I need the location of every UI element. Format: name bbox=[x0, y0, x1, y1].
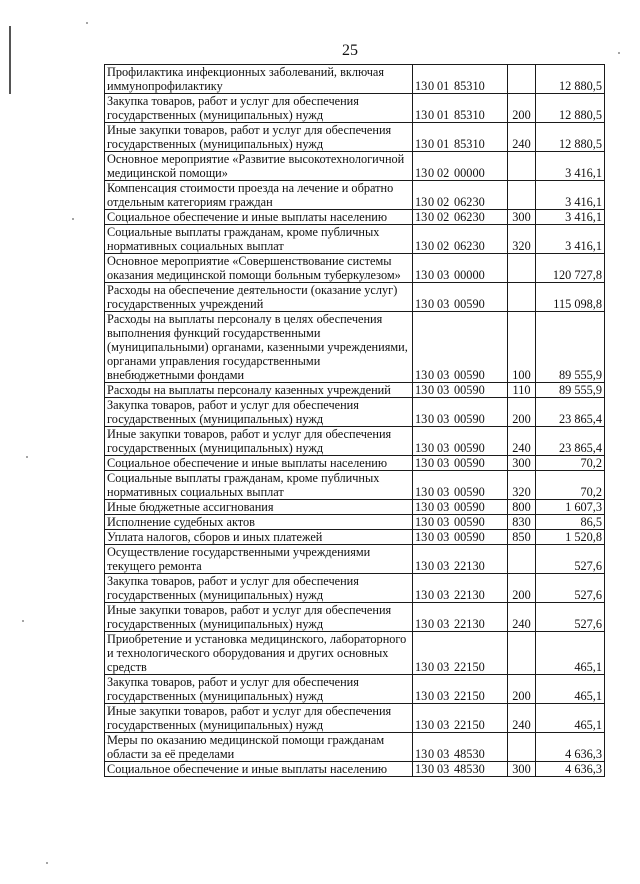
target-code-cell bbox=[413, 65, 508, 94]
expense-type-cell: 200 bbox=[508, 94, 536, 123]
table-row bbox=[105, 427, 605, 456]
target-code-cell bbox=[413, 123, 508, 152]
amount-cell: 527,6 bbox=[536, 574, 605, 603]
table-row bbox=[105, 181, 605, 210]
target-code-cell bbox=[413, 762, 508, 777]
target-code-cell bbox=[413, 283, 508, 312]
expense-name-cell: Закупка товаров, работ и услуг для обеспечения государственных (муниципальных) нужд bbox=[105, 675, 413, 704]
code-part: 02 bbox=[437, 195, 450, 209]
code-part: 13 bbox=[415, 108, 428, 122]
code-part: 0 bbox=[428, 79, 435, 93]
expense-name-cell: Социальные выплаты гражданам, кроме публичных нормативных социальных выплат bbox=[105, 225, 413, 254]
expense-name-cell: Расходы на выплаты персоналу казенных учреждений bbox=[105, 383, 413, 398]
code-part: 0 bbox=[428, 559, 435, 573]
target-code-cell bbox=[413, 427, 508, 456]
amount-cell: 3 416,1 bbox=[536, 152, 605, 181]
code-part: 85310 bbox=[454, 108, 485, 122]
target-code-cell bbox=[413, 704, 508, 733]
target-code-cell bbox=[413, 225, 508, 254]
code-part: 03 bbox=[437, 268, 450, 282]
target-code-cell bbox=[413, 398, 508, 427]
expense-type-cell: 240 bbox=[508, 704, 536, 733]
code-part: 03 bbox=[437, 689, 450, 703]
target-code-cell bbox=[413, 545, 508, 574]
expense-type-cell bbox=[508, 181, 536, 210]
expense-type-cell: 240 bbox=[508, 603, 536, 632]
expense-type-cell: 300 bbox=[508, 762, 536, 777]
expense-name-cell: Иные бюджетные ассигнования bbox=[105, 500, 413, 515]
expense-name-cell: Социальное обеспечение и иные выплаты населению bbox=[105, 456, 413, 471]
table-row bbox=[105, 704, 605, 733]
code-part: 13 bbox=[415, 383, 428, 397]
code-part: 03 bbox=[437, 368, 450, 382]
amount-cell: 465,1 bbox=[536, 675, 605, 704]
expense-type-cell bbox=[508, 152, 536, 181]
code-part: 0 bbox=[428, 485, 435, 499]
amount-cell: 527,6 bbox=[536, 545, 605, 574]
expense-name-cell: Основное мероприятие «Совершенствование системы оказания медицинской помощи больным туберкулезом» bbox=[105, 254, 413, 283]
expense-type-cell: 320 bbox=[508, 471, 536, 500]
code-part: 13 bbox=[415, 210, 428, 224]
code-part: 00590 bbox=[454, 297, 485, 311]
amount-cell: 12 880,5 bbox=[536, 94, 605, 123]
code-part: 13 bbox=[415, 166, 428, 180]
code-part: 03 bbox=[437, 383, 450, 397]
table-row bbox=[105, 123, 605, 152]
code-part: 01 bbox=[437, 108, 450, 122]
scan-speck bbox=[46, 862, 48, 864]
expense-type-cell: 110 bbox=[508, 383, 536, 398]
code-part: 13 bbox=[415, 762, 428, 776]
code-part: 03 bbox=[437, 500, 450, 514]
table-row bbox=[105, 500, 605, 515]
code-part: 03 bbox=[437, 762, 450, 776]
expense-name-cell: Уплата налогов, сборов и иных платежей bbox=[105, 530, 413, 545]
expense-type-cell: 300 bbox=[508, 456, 536, 471]
code-part: 13 bbox=[415, 485, 428, 499]
code-part: 06230 bbox=[454, 239, 485, 253]
amount-cell: 23 865,4 bbox=[536, 398, 605, 427]
code-part: 13 bbox=[415, 515, 428, 529]
code-part: 00590 bbox=[454, 456, 485, 470]
amount-cell: 3 416,1 bbox=[536, 181, 605, 210]
code-part: 13 bbox=[415, 297, 428, 311]
table-row bbox=[105, 225, 605, 254]
code-part: 0 bbox=[428, 617, 435, 631]
code-part: 0 bbox=[428, 762, 435, 776]
code-part: 00590 bbox=[454, 383, 485, 397]
expense-name-cell: Расходы на обеспечение деятельности (оказание услуг) государственных учреждений bbox=[105, 283, 413, 312]
scan-speck bbox=[86, 22, 88, 24]
amount-cell: 3 416,1 bbox=[536, 210, 605, 225]
expense-name-cell: Иные закупки товаров, работ и услуг для обеспечения государственных (муниципальных) нужд bbox=[105, 427, 413, 456]
code-part: 48530 bbox=[454, 762, 485, 776]
scan-speck bbox=[26, 456, 28, 458]
code-part: 13 bbox=[415, 368, 428, 382]
target-code-cell bbox=[413, 500, 508, 515]
code-part: 0 bbox=[428, 441, 435, 455]
code-part: 00000 bbox=[454, 268, 485, 282]
target-code-cell bbox=[413, 152, 508, 181]
code-part: 0 bbox=[428, 368, 435, 382]
table-row bbox=[105, 675, 605, 704]
code-part: 0 bbox=[428, 660, 435, 674]
code-part: 13 bbox=[415, 137, 428, 151]
budget-table-body bbox=[105, 65, 605, 777]
code-part: 02 bbox=[437, 239, 450, 253]
amount-cell: 70,2 bbox=[536, 456, 605, 471]
code-part: 22130 bbox=[454, 617, 485, 631]
code-part: 03 bbox=[437, 515, 450, 529]
amount-cell: 70,2 bbox=[536, 471, 605, 500]
code-part: 0 bbox=[428, 239, 435, 253]
table-row bbox=[105, 515, 605, 530]
table-row bbox=[105, 530, 605, 545]
scan-margin-line bbox=[9, 26, 11, 94]
amount-cell: 89 555,9 bbox=[536, 383, 605, 398]
amount-cell: 1 607,3 bbox=[536, 500, 605, 515]
code-part: 13 bbox=[415, 239, 428, 253]
target-code-cell bbox=[413, 181, 508, 210]
code-part: 13 bbox=[415, 79, 428, 93]
expense-name-cell: Социальные выплаты гражданам, кроме публичных нормативных социальных выплат bbox=[105, 471, 413, 500]
target-code-cell bbox=[413, 210, 508, 225]
code-part: 06230 bbox=[454, 195, 485, 209]
code-part: 13 bbox=[415, 718, 428, 732]
table-row bbox=[105, 574, 605, 603]
code-part: 01 bbox=[437, 79, 450, 93]
code-part: 03 bbox=[437, 441, 450, 455]
expense-name-cell: Закупка товаров, работ и услуг для обеспечения государственных (муниципальных) нужд bbox=[105, 574, 413, 603]
code-part: 00590 bbox=[454, 368, 485, 382]
code-part: 13 bbox=[415, 441, 428, 455]
code-part: 13 bbox=[415, 588, 428, 602]
expense-name-cell: Закупка товаров, работ и услуг для обеспечения государственных (муниципальных) нужд bbox=[105, 398, 413, 427]
code-part: 0 bbox=[428, 515, 435, 529]
amount-cell: 465,1 bbox=[536, 704, 605, 733]
target-code-cell bbox=[413, 675, 508, 704]
target-code-cell bbox=[413, 471, 508, 500]
code-part: 0 bbox=[428, 268, 435, 282]
page-number: 25 bbox=[342, 42, 358, 59]
code-part: 13 bbox=[415, 412, 428, 426]
expense-name-cell: Профилактика инфекционных заболеваний, включая иммунопрофилактику bbox=[105, 65, 413, 94]
code-part: 0 bbox=[428, 530, 435, 544]
expense-type-cell: 200 bbox=[508, 398, 536, 427]
expense-name-cell: Социальное обеспечение и иные выплаты населению bbox=[105, 210, 413, 225]
code-part: 13 bbox=[415, 268, 428, 282]
code-part: 85310 bbox=[454, 137, 485, 151]
budget-table bbox=[104, 64, 605, 777]
expense-name-cell: Иные закупки товаров, работ и услуг для обеспечения государственных (муниципальных) нужд bbox=[105, 603, 413, 632]
expense-name-cell: Исполнение судебных актов bbox=[105, 515, 413, 530]
code-part: 03 bbox=[437, 617, 450, 631]
table-row bbox=[105, 762, 605, 777]
code-part: 03 bbox=[437, 747, 450, 761]
amount-cell: 86,5 bbox=[536, 515, 605, 530]
code-part: 22150 bbox=[454, 660, 485, 674]
expense-name-cell: Осуществление государственными учреждениями текущего ремонта bbox=[105, 545, 413, 574]
expense-type-cell bbox=[508, 283, 536, 312]
expense-type-cell: 830 bbox=[508, 515, 536, 530]
code-part: 0 bbox=[428, 747, 435, 761]
code-part: 0 bbox=[428, 718, 435, 732]
table-row bbox=[105, 456, 605, 471]
expense-type-cell: 200 bbox=[508, 675, 536, 704]
expense-type-cell bbox=[508, 632, 536, 675]
code-part: 13 bbox=[415, 456, 428, 470]
expense-name-cell: Основное мероприятие «Развитие высокотехнологичной медицинской помощи» bbox=[105, 152, 413, 181]
code-part: 03 bbox=[437, 718, 450, 732]
table-row bbox=[105, 65, 605, 94]
expense-type-cell: 240 bbox=[508, 123, 536, 152]
code-part: 0 bbox=[428, 137, 435, 151]
code-part: 13 bbox=[415, 530, 428, 544]
amount-cell: 4 636,3 bbox=[536, 762, 605, 777]
code-part: 00590 bbox=[454, 515, 485, 529]
code-part: 03 bbox=[437, 660, 450, 674]
target-code-cell bbox=[413, 94, 508, 123]
code-part: 13 bbox=[415, 500, 428, 514]
expense-type-cell bbox=[508, 254, 536, 283]
code-part: 0 bbox=[428, 195, 435, 209]
code-part: 00000 bbox=[454, 166, 485, 180]
code-part: 00590 bbox=[454, 530, 485, 544]
expense-type-cell: 850 bbox=[508, 530, 536, 545]
expense-type-cell bbox=[508, 545, 536, 574]
code-part: 13 bbox=[415, 660, 428, 674]
expense-type-cell bbox=[508, 733, 536, 762]
code-part: 13 bbox=[415, 747, 428, 761]
code-part: 0 bbox=[428, 412, 435, 426]
amount-cell: 1 520,8 bbox=[536, 530, 605, 545]
expense-name-cell: Иные закупки товаров, работ и услуг для обеспечения государственных (муниципальных) нужд bbox=[105, 704, 413, 733]
code-part: 03 bbox=[437, 485, 450, 499]
code-part: 22130 bbox=[454, 588, 485, 602]
table-row bbox=[105, 283, 605, 312]
code-part: 0 bbox=[428, 689, 435, 703]
code-part: 13 bbox=[415, 195, 428, 209]
target-code-cell bbox=[413, 456, 508, 471]
code-part: 01 bbox=[437, 137, 450, 151]
code-part: 0 bbox=[428, 210, 435, 224]
table-row bbox=[105, 312, 605, 383]
expense-name-cell: Компенсация стоимости проезда на лечение и обратно отдельным категориям граждан bbox=[105, 181, 413, 210]
code-part: 03 bbox=[437, 297, 450, 311]
target-code-cell bbox=[413, 312, 508, 383]
table-row bbox=[105, 632, 605, 675]
target-code-cell bbox=[413, 254, 508, 283]
expense-type-cell: 320 bbox=[508, 225, 536, 254]
code-part: 02 bbox=[437, 210, 450, 224]
expense-name-cell: Расходы на выплаты персоналу в целях обеспечения выполнения функций государственными (муниципальными) органами, казенными учреждениями, органами управления государственными внебюджетными фондами bbox=[105, 312, 413, 383]
target-code-cell bbox=[413, 383, 508, 398]
scan-speck bbox=[72, 218, 74, 220]
code-part: 0 bbox=[428, 297, 435, 311]
code-part: 22150 bbox=[454, 689, 485, 703]
table-row bbox=[105, 383, 605, 398]
code-part: 02 bbox=[437, 166, 450, 180]
code-part: 0 bbox=[428, 456, 435, 470]
expense-type-cell: 800 bbox=[508, 500, 536, 515]
target-code-cell bbox=[413, 530, 508, 545]
amount-cell: 89 555,9 bbox=[536, 312, 605, 383]
amount-cell: 115 098,8 bbox=[536, 283, 605, 312]
target-code-cell bbox=[413, 632, 508, 675]
code-part: 03 bbox=[437, 559, 450, 573]
code-part: 0 bbox=[428, 383, 435, 397]
amount-cell: 465,1 bbox=[536, 632, 605, 675]
expense-name-cell: Иные закупки товаров, работ и услуг для обеспечения государственных (муниципальных) нужд bbox=[105, 123, 413, 152]
amount-cell: 23 865,4 bbox=[536, 427, 605, 456]
table-row bbox=[105, 398, 605, 427]
code-part: 48530 bbox=[454, 747, 485, 761]
expense-name-cell: Меры по оказанию медицинской помощи гражданам области за её пределами bbox=[105, 733, 413, 762]
expense-type-cell: 240 bbox=[508, 427, 536, 456]
code-part: 0 bbox=[428, 108, 435, 122]
code-part: 03 bbox=[437, 530, 450, 544]
code-part: 00590 bbox=[454, 412, 485, 426]
code-part: 03 bbox=[437, 412, 450, 426]
code-part: 13 bbox=[415, 617, 428, 631]
expense-type-cell: 200 bbox=[508, 574, 536, 603]
target-code-cell bbox=[413, 515, 508, 530]
table-row bbox=[105, 733, 605, 762]
target-code-cell bbox=[413, 733, 508, 762]
amount-cell: 12 880,5 bbox=[536, 65, 605, 94]
amount-cell: 527,6 bbox=[536, 603, 605, 632]
expense-type-cell: 100 bbox=[508, 312, 536, 383]
code-part: 06230 bbox=[454, 210, 485, 224]
code-part: 0 bbox=[428, 500, 435, 514]
target-code-cell bbox=[413, 603, 508, 632]
scan-speck bbox=[22, 620, 24, 622]
code-part: 00590 bbox=[454, 441, 485, 455]
code-part: 03 bbox=[437, 588, 450, 602]
table-row bbox=[105, 471, 605, 500]
expense-name-cell: Социальное обеспечение и иные выплаты населению bbox=[105, 762, 413, 777]
code-part: 22150 bbox=[454, 718, 485, 732]
code-part: 00590 bbox=[454, 485, 485, 499]
code-part: 03 bbox=[437, 456, 450, 470]
amount-cell: 3 416,1 bbox=[536, 225, 605, 254]
code-part: 13 bbox=[415, 559, 428, 573]
table-row bbox=[105, 545, 605, 574]
code-part: 22130 bbox=[454, 559, 485, 573]
code-part: 0 bbox=[428, 166, 435, 180]
expense-type-cell bbox=[508, 65, 536, 94]
expense-name-cell: Приобретение и установка медицинского, лабораторного и технологического оборудования и других основных средств bbox=[105, 632, 413, 675]
amount-cell: 4 636,3 bbox=[536, 733, 605, 762]
expense-type-cell: 300 bbox=[508, 210, 536, 225]
code-part: 13 bbox=[415, 689, 428, 703]
expense-name-cell: Закупка товаров, работ и услуг для обеспечения государственных (муниципальных) нужд bbox=[105, 94, 413, 123]
table-row bbox=[105, 254, 605, 283]
table-row bbox=[105, 210, 605, 225]
code-part: 85310 bbox=[454, 79, 485, 93]
table-row bbox=[105, 603, 605, 632]
code-part: 0 bbox=[428, 588, 435, 602]
amount-cell: 120 727,8 bbox=[536, 254, 605, 283]
table-row bbox=[105, 152, 605, 181]
target-code-cell bbox=[413, 574, 508, 603]
amount-cell: 12 880,5 bbox=[536, 123, 605, 152]
code-part: 00590 bbox=[454, 500, 485, 514]
table-row bbox=[105, 94, 605, 123]
